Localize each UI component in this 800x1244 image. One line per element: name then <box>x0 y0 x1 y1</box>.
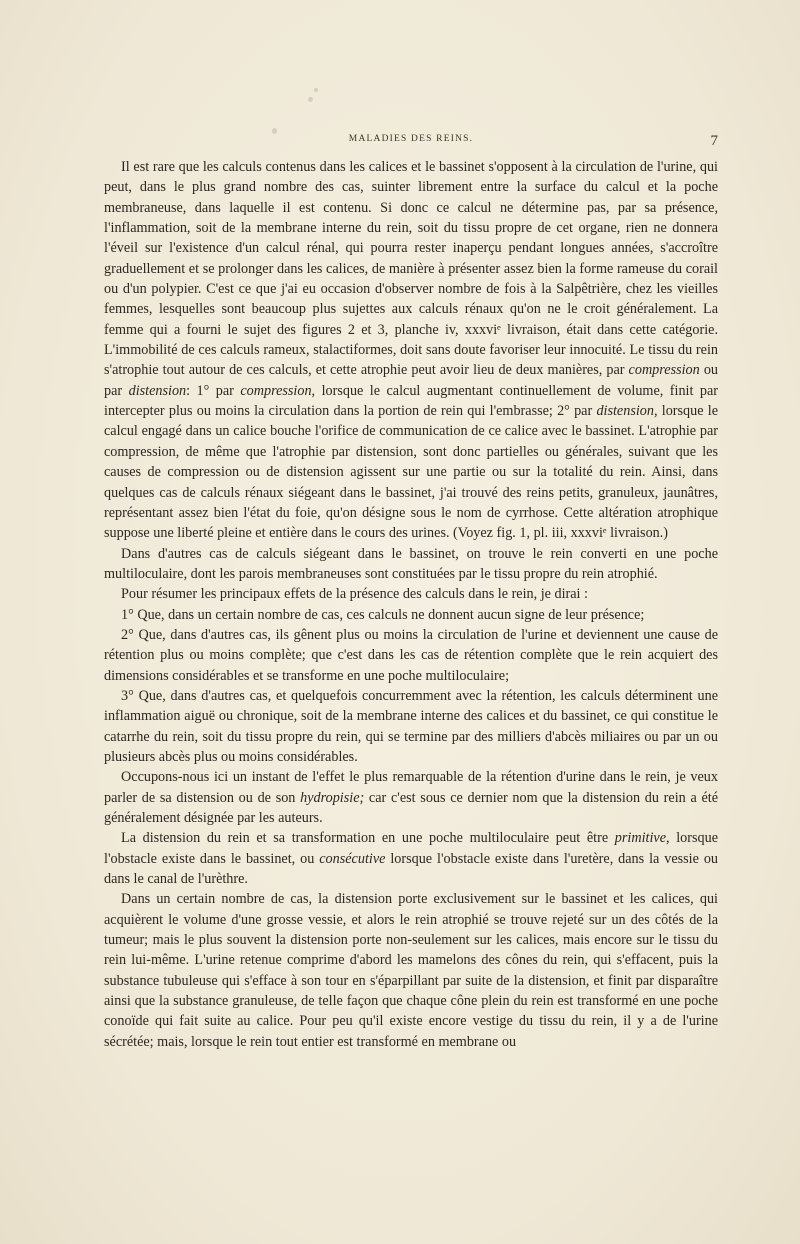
italic-text: distension, <box>596 403 658 420</box>
running-title: MALADIES DES REINS. <box>348 134 474 144</box>
paragraph <box>104 625 718 686</box>
page-header <box>104 134 718 154</box>
body-text <box>104 157 718 1052</box>
text-run: Dans d'autres cas de calculs siégeant dans le bassinet, on trouve le rein converti en une poche multiloculaire, dont les parois membraneuses sont constituées par le tissu propre du rein atrophié. <box>104 545 718 582</box>
italic-text: primitive, <box>614 830 670 847</box>
paragraph <box>104 889 718 1052</box>
italic-text: hydropisie; <box>300 789 365 806</box>
text-run: Pour résumer les principaux effets de la présence des calculs dans le rein, je dirai : <box>121 586 588 603</box>
text-run: 2° Que, dans d'autres cas, ils gênent plus ou moins la circulation de l'urine et deviennent une cause de rétention plus ou moins complète; que c'est dans les cas de rétention complète que le rein acquiert des dimensions considérables et se transforme en une poche multiloculaire; <box>104 626 718 684</box>
paragraph <box>104 605 718 625</box>
text-run: car c'est sous ce dernier nom que la distension du rein a été généralement désignée par les auteurs. <box>104 789 718 826</box>
text-run: 1° Que, dans un certain nombre de cas, ces calculs ne donnent aucun signe de leur présence; <box>121 606 645 623</box>
paragraph <box>104 767 718 828</box>
text-run: ou par <box>104 362 719 399</box>
paragraph <box>104 828 718 889</box>
text-run: : 1° par <box>186 382 241 399</box>
italic-text: consécutive <box>319 850 386 867</box>
text-run: Il est rare que les calculs contenus dans les calices et le bassinet s'opposent à la circulation de l'urine, qui peut, dans le plus grand nombre des cas, suinter librement entre la surface du calcul et la poche membraneuse, dans laquelle il est contenu. Si donc ce calcul ne détermine pas, par sa présence, l'inflammation, soit de la membrane interne du rein, soit du tissu propre de cet organe, rien ne donnera l'éveil sur l'existence d'un calcul rénal, qui pourra rester inaperçu pendant longues années, s'accroître graduellement et se prolonger dans les calices, de manière à présenter assez bien la forme rameuse du corail ou d'un polypier. C'est ce que j'ai eu occasion d'observer nombre de fois à la Salpêtrière, chez les vieilles femmes, lesquelles sont beaucoup plus sujettes aux calculs rénaux qu'on ne le croit généralement. La femme qui a fourni le sujet des figures 2 et 3, planche iv, xxxviᵉ livraison, était dans cette catégorie. L'immobilité de ces calculs rameux, stalactiformes, doit sans doute favoriser leur innocuité. Le tissu du rein s'atrophie tout autour de ces calculs, et cette atrophie peut avoir lieu de deux manières, par <box>104 159 718 379</box>
page-number: 7 <box>710 133 718 149</box>
text-run: 3° Que, dans d'autres cas, et quelquefois concurremment avec la rétention, les calculs déterminent une inflammation aiguë ou chronique, soit de la membrane interne des calices et du bassinet, ce qui constitue le catarrhe du rein, soit du tissu propre du rein, qui se termine par des milliers d'abcès miliaires ou par un ou plusieurs abcès plus ou moins considérables. <box>104 687 718 765</box>
text-run: Dans un certain nombre de cas, la distension porte exclusivement sur le bassinet et les calices, qui acquièrent le volume d'une grosse vessie, et alors le rein atrophié se trouve rejeté sur un des côtés de la tumeur; mais le plus souvent la distension porte non-seulement sur les calices, mais encore sur le tissu du rein lui-même. L'urine retenue comprime d'abord les mamelons des cônes du rein, qui s'effacent, puis la substance tubuleuse qui s'efface à son tour en s'éparpillant par suite de la distension, et finit par disparaître ainsi que la substance granuleuse, de telle façon que chaque cône plein du rein est transformé en une poche conoïde qui fait suite au calice. Pour peu qu'il existe encore vestige du tissu du rein, il y a de l'urine sécrétée; mais, lorsque le rein tout entier est transformé en membrane ou <box>104 891 718 1050</box>
paragraph <box>104 686 718 767</box>
italic-text: compression, <box>240 382 316 399</box>
text-run: Occupons-nous ici un instant de l'effet le plus remarquable de la rétention d'urine dans le rein, je veux parler de sa distension ou de son <box>104 769 718 806</box>
paragraph <box>104 544 718 585</box>
paragraph <box>104 584 718 604</box>
italic-text: compression <box>628 362 700 379</box>
text-run: lorsque l'obstacle existe dans le bassinet, ou <box>104 830 718 867</box>
paragraph <box>104 157 718 544</box>
text-run: lorsque l'obstacle existe dans l'uretère, dans la vessie ou dans le canal de l'urèthre. <box>104 850 719 888</box>
text-run: lorsque le calcul engagé dans un calice bouche l'orifice de communication de ce calice avec le bassinet. L'atrophie par compression, de même que l'atrophie par distension, sont donc partielles ou générales, suivant que les causes de compression ou de distension agissent sur une partie ou sur la totalité du rein. Ainsi, dans quelques cas de calculs rénaux siégeant dans le bassinet, j'ai trouvé des reins petits, granuleux, jaunâtres, représentant assez bien l'état du foie, qu'on désigne sous le nom de cyrrhose. Cette altération atrophique suppose une liberté pleine et entière dans le cours des urines. (Voyez fig. 1, pl. iii, xxxviᵉ livraison.) <box>104 403 718 542</box>
text-run: lorsque le calcul augmentant continuellement de volume, finit par intercepter plus ou moins la circulation dans la portion de rein qui l'embrasse; 2° par <box>104 382 718 420</box>
ink-speck <box>308 97 313 102</box>
text-run: La distension du rein et sa transformation en une poche multiloculaire peut être <box>121 830 615 847</box>
ink-speck <box>314 88 318 92</box>
italic-text: distension <box>128 382 187 399</box>
